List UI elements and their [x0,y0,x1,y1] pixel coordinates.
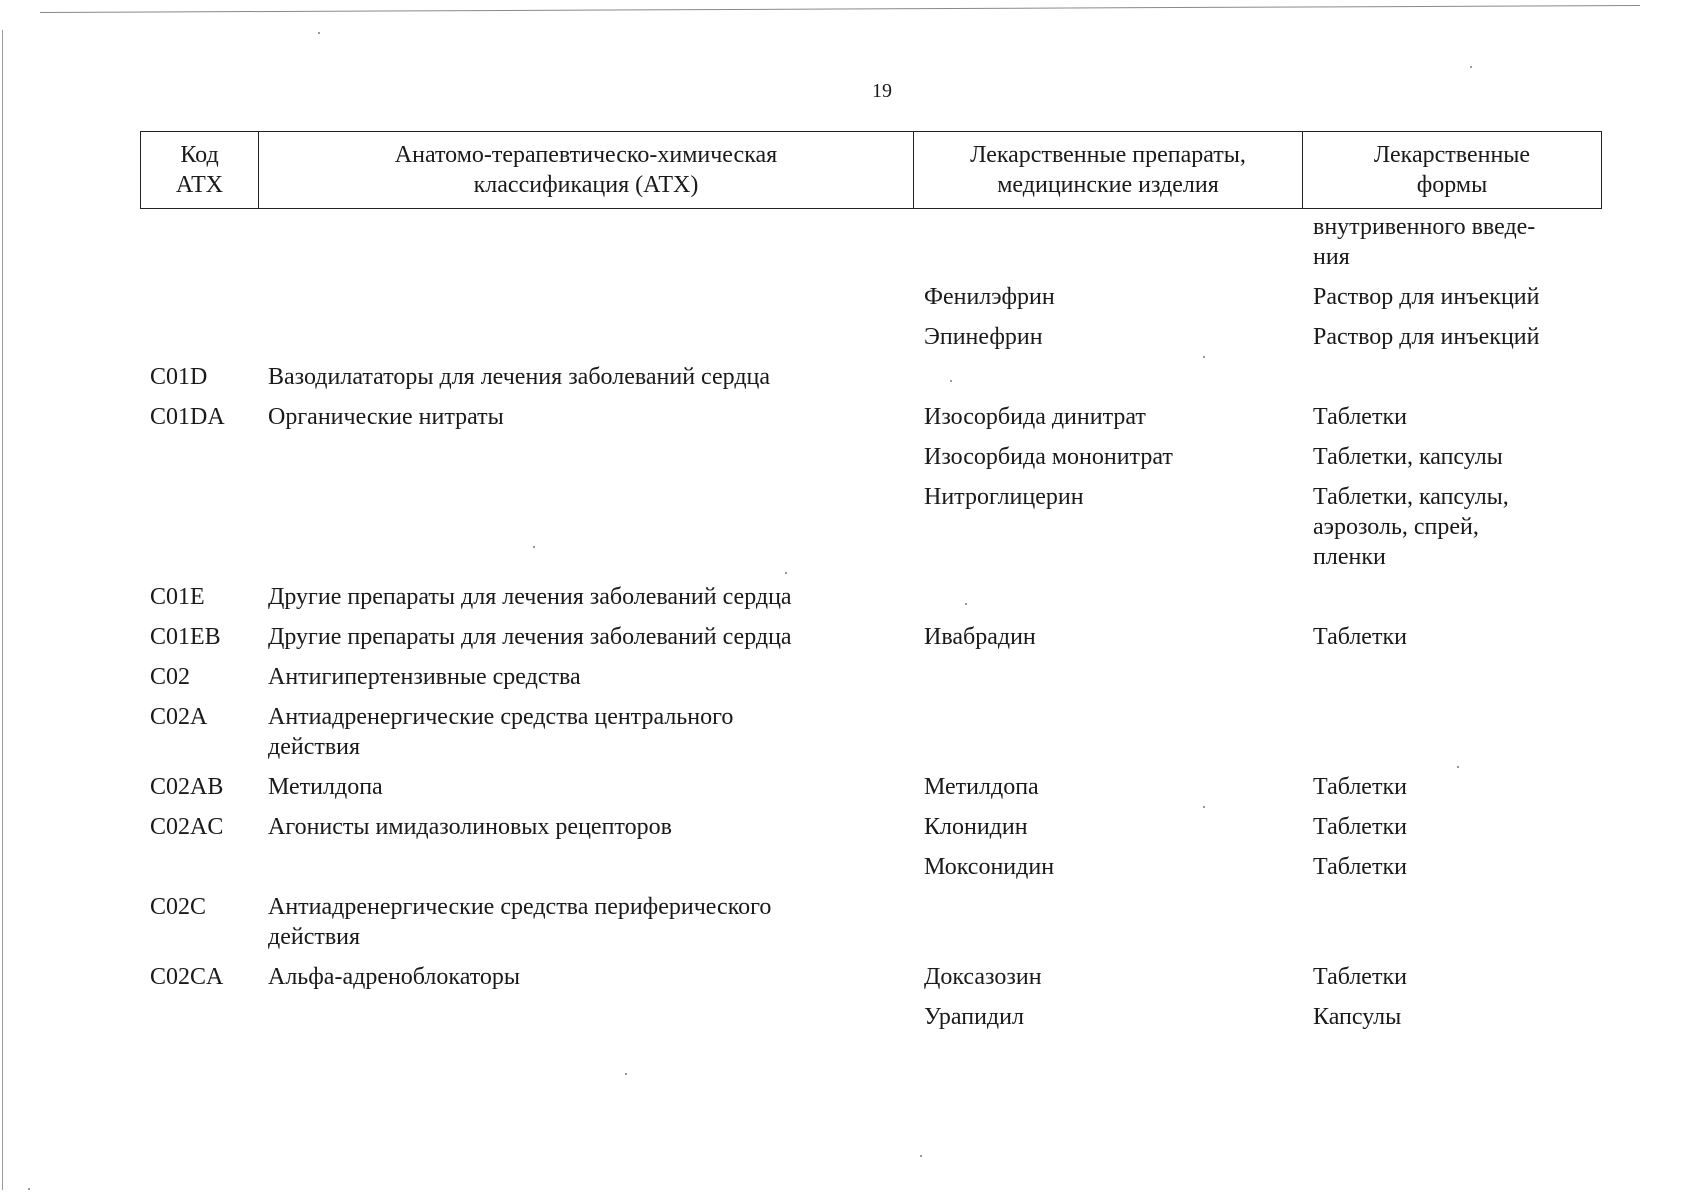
dosage-form: Капсулы [1313,1004,1402,1030]
atc-classification: Другие препараты для лечения заболеваний сердца [268,584,792,610]
dosage-form [1303,662,1602,692]
dosage-form: Раствор для инъекций [1313,324,1540,350]
atc-code [140,1002,258,1032]
table-row [140,892,1602,952]
atc-code: C02AC [150,814,224,840]
table-row [140,362,1602,392]
dosage-form: Таблетки, капсулы, аэрозоль, спрей, пленки [1313,484,1509,570]
atc-code: C02AB [150,774,224,800]
atc-classification: Антиадренергические средства периферического действия [268,894,772,950]
atc-code: C02C [150,894,207,920]
drug-name: Нитроглицерин [924,484,1084,510]
drug-name: Изосорбида динитрат [924,404,1146,430]
header-code: Код АТХ [175,142,224,198]
dosage-form: Таблетки [1313,964,1407,990]
drug-name: Эпинефрин [924,324,1043,350]
atc-classification: Органические нитраты [268,404,504,430]
dosage-form: Таблетки, капсулы [1313,444,1503,470]
scan-edge-left [2,30,3,1190]
drug-name [914,212,1303,272]
atc-code: C01EB [150,624,221,650]
table-row [140,812,1602,842]
atc-classification: Агонисты имидазолиновых рецепторов [268,814,672,840]
drug-name [914,892,1303,952]
table-row [140,212,1602,272]
atc-code: C02A [150,704,208,730]
table-row [140,582,1602,612]
atc-code [140,322,258,352]
scan-speck [318,32,320,34]
drug-name [914,362,1303,392]
atc-classification [258,442,914,472]
table-row [140,662,1602,692]
drug-name: Изосорбида мононитрат [924,444,1173,470]
header-classification: Анатомо-терапевтическо-химическая классификация (АТХ) [258,132,913,208]
header-drugs: Лекарственные препараты, медицинские изделия [913,132,1302,208]
atc-classification [258,322,914,352]
atc-classification: Антиадренергические средства центрального действия [268,704,734,760]
dosage-form: Таблетки [1313,854,1407,880]
atc-classification [258,852,914,882]
dosage-form [1303,582,1602,612]
atc-classification [258,1002,914,1032]
scan-speck [28,1188,30,1190]
atc-code [140,852,258,882]
atc-code [140,282,258,312]
atc-classification [258,482,914,572]
drug-name: Метилдопа [924,774,1039,800]
scan-speck [625,1073,627,1075]
dosage-form: Таблетки [1313,624,1407,650]
page-number: 19 [872,80,892,102]
atc-classification [258,212,914,272]
drug-name [914,662,1303,692]
atc-classification: Метилдопа [268,774,383,800]
atc-classification: Альфа-адреноблокаторы [268,964,521,990]
table-row [140,282,1602,312]
table-row [140,402,1602,432]
table-body [140,212,1602,1042]
dosage-form: Таблетки [1313,404,1407,430]
scan-speck [1470,66,1472,68]
table-row [140,1002,1602,1032]
dosage-form [1303,362,1602,392]
atc-classification: Другие препараты для лечения заболеваний сердца [268,624,792,650]
table-row [140,852,1602,882]
header-forms: Лекарственные формы [1302,132,1601,208]
table-row [140,622,1602,652]
drug-name [914,702,1303,762]
drug-name: Ивабрадин [924,624,1036,650]
atc-code: C01D [150,364,208,390]
atc-code [140,442,258,472]
table-row [140,962,1602,992]
dosage-form: Таблетки [1313,814,1407,840]
dosage-form: внутривенного введе- ния [1313,214,1536,270]
dosage-form [1303,892,1602,952]
table-row [140,702,1602,762]
table-row [140,772,1602,802]
scan-edge-top [40,5,1640,13]
drug-name: Клонидин [924,814,1028,840]
dosage-form [1303,702,1602,762]
drug-name: Урапидил [924,1004,1024,1030]
atc-code: C01E [150,584,205,610]
table-row [140,442,1602,472]
table-row [140,322,1602,352]
drug-name: Моксонидин [924,854,1055,880]
drug-name: Доксазозин [924,964,1042,990]
dosage-form: Раствор для инъекций [1313,284,1540,310]
drug-name [914,582,1303,612]
atc-code: C02 [150,664,191,690]
atc-code: C02CA [150,964,224,990]
dosage-form: Таблетки [1313,774,1407,800]
atc-code [140,212,258,272]
atc-code: C01DA [150,404,225,430]
scan-speck [920,1155,922,1157]
table-row [140,482,1602,572]
atc-code [140,482,258,572]
drug-name: Фенилэфрин [924,284,1055,310]
atc-classification [258,282,914,312]
atc-classification: Вазодилататоры для лечения заболеваний сердца [268,364,771,390]
atc-classification: Антигипертензивные средства [268,664,581,690]
table-header [140,131,1602,209]
